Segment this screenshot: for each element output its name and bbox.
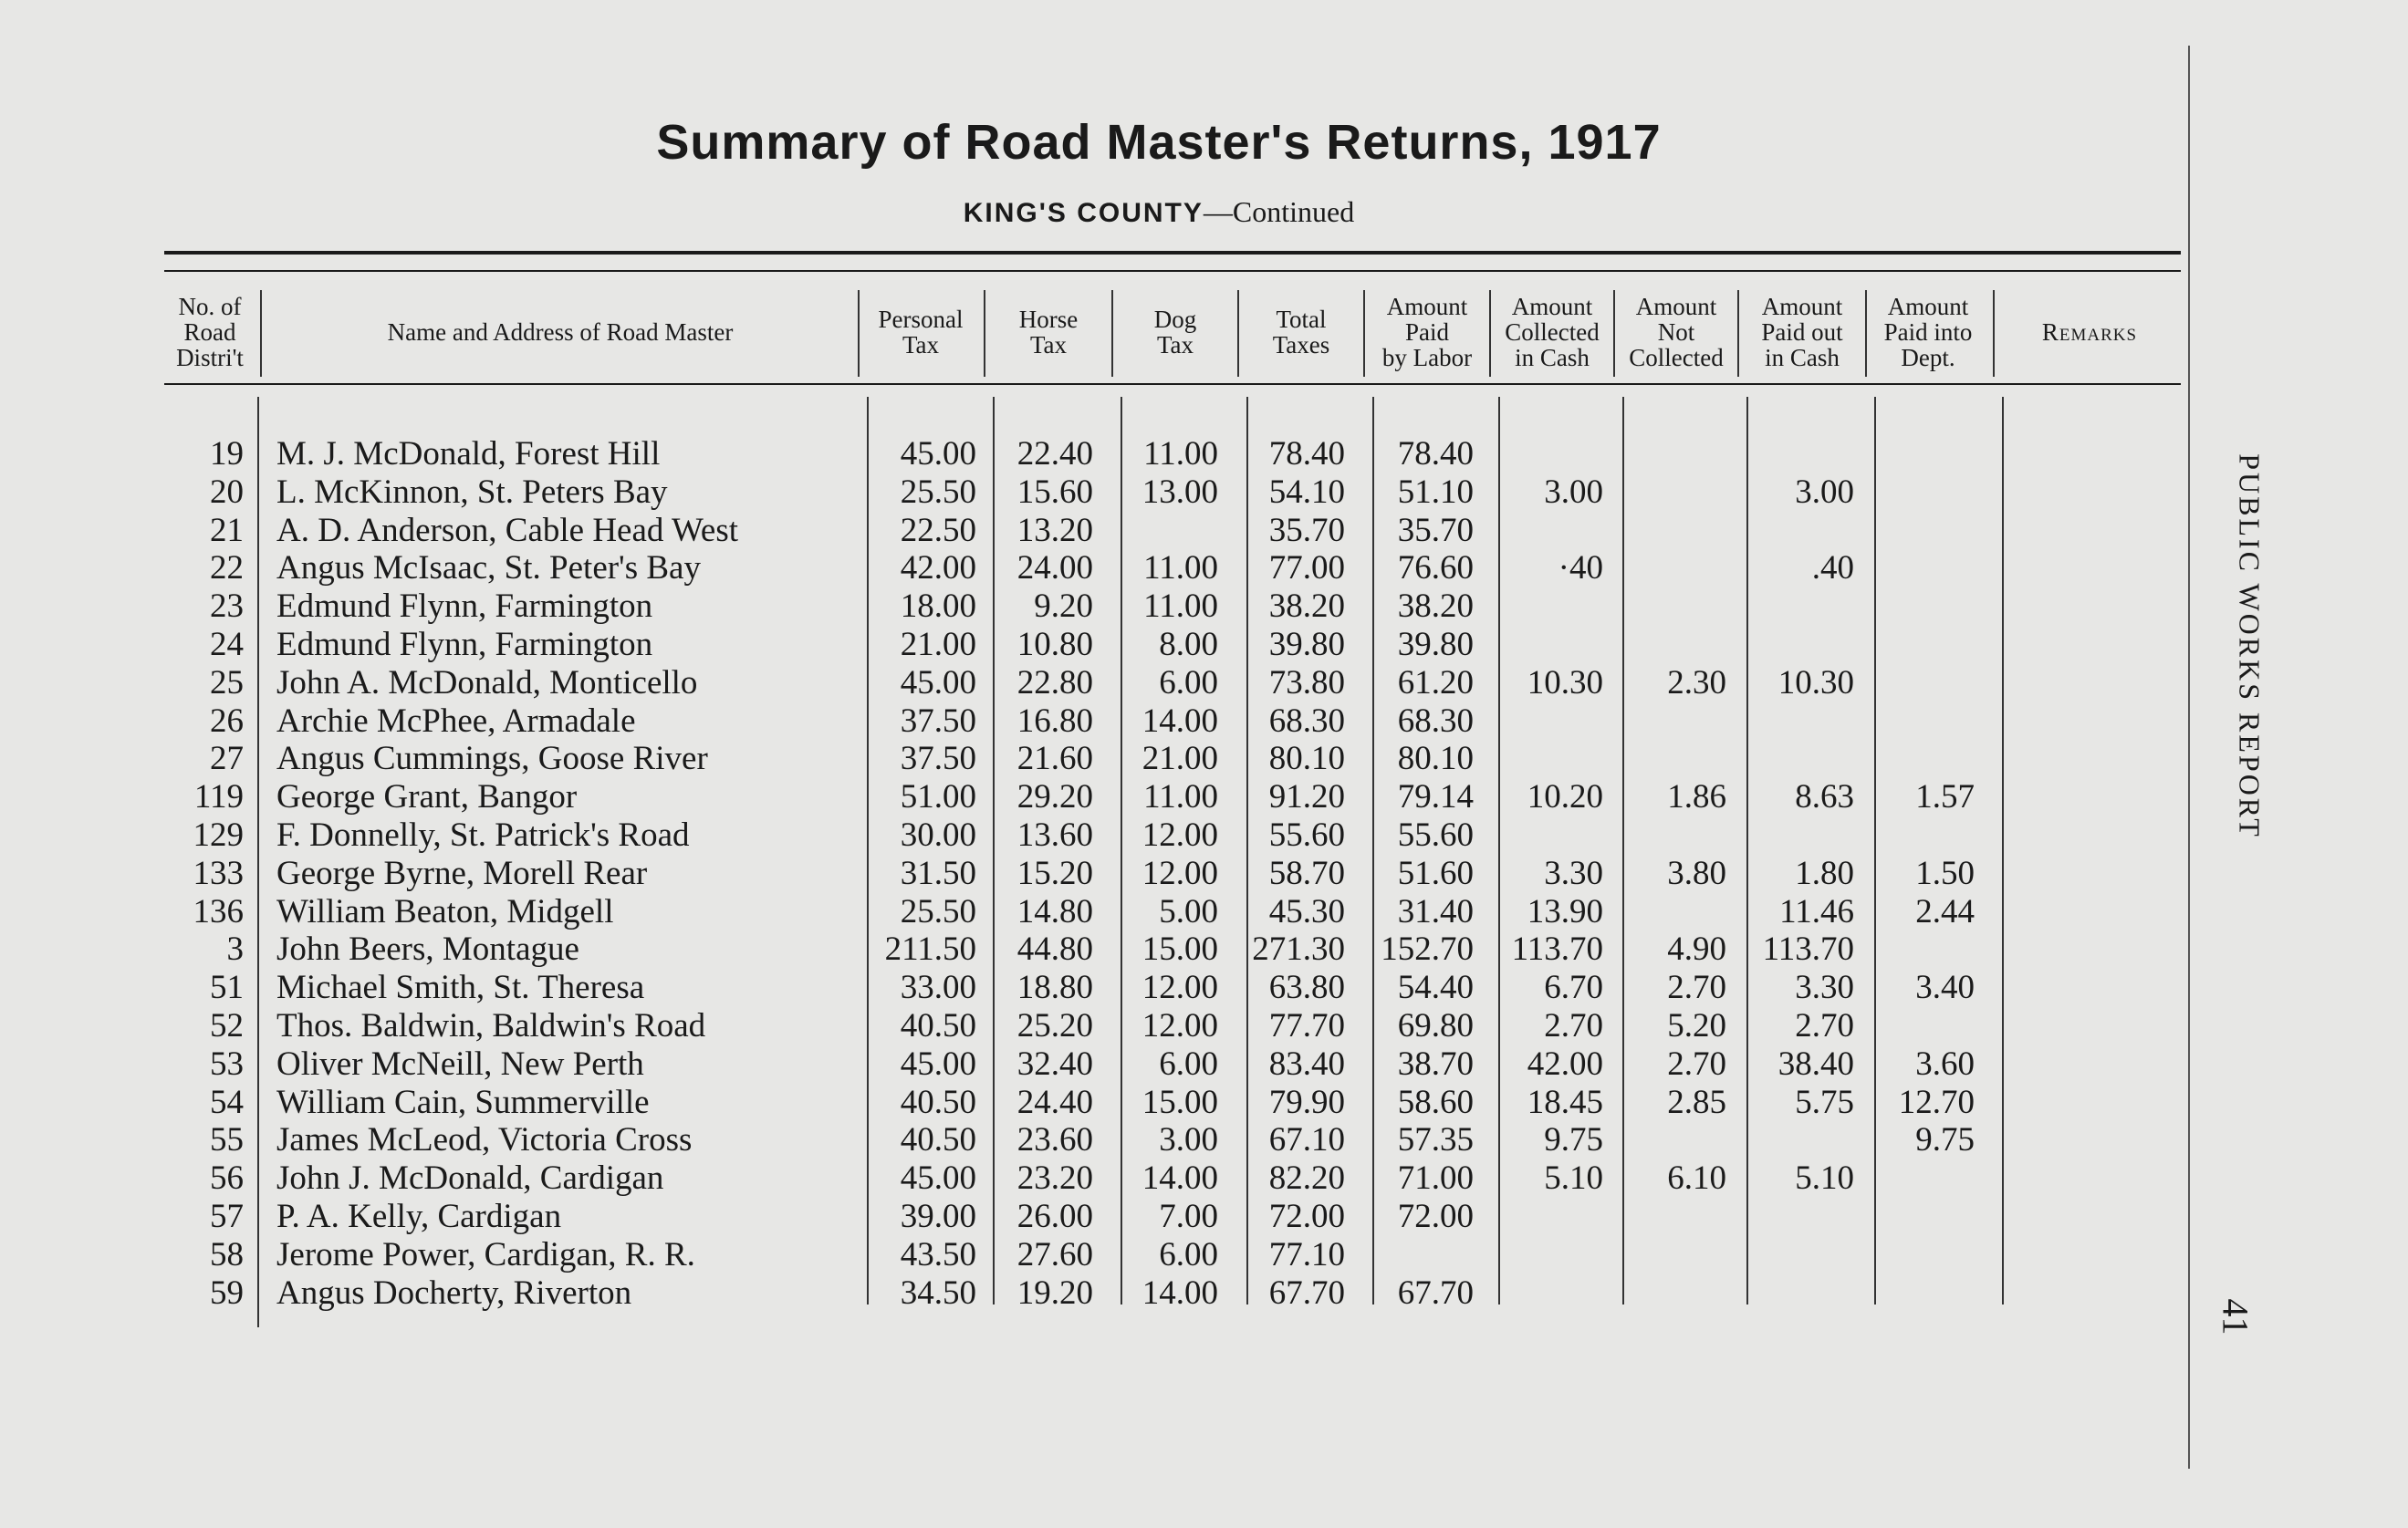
cell-paidout: 11.46 [1779, 892, 1854, 930]
cell-district: 23 [210, 587, 244, 626]
header-notcollected: Amount Not Collected [1629, 293, 1724, 371]
cell-total: 58.70 [1268, 854, 1345, 892]
table-row [0, 435, 2099, 473]
cell-district: 133 [193, 854, 244, 892]
cell-paidout: 1.80 [1795, 854, 1854, 892]
cell-paidout: 5.75 [1795, 1083, 1854, 1121]
cell-total: 63.80 [1268, 969, 1345, 1007]
cell-total: 271.30 [1252, 930, 1345, 969]
cell-notcollected: 2.70 [1667, 969, 1726, 1007]
cell-district: 24 [210, 626, 244, 663]
cell-personal: 33.00 [900, 969, 976, 1007]
cell-dog: 11.00 [1143, 778, 1218, 816]
cell-labor: 78.40 [1397, 435, 1474, 473]
subtitle-continued: —Continued [1203, 195, 1355, 228]
cell-horse: 32.40 [1016, 1045, 1093, 1083]
header-name: Name and Address of Road Master [387, 318, 734, 346]
header-total: Total Taxes [1272, 306, 1330, 359]
cell-notcollected: 2.70 [1667, 1045, 1726, 1083]
cell-labor: 38.20 [1397, 587, 1474, 626]
cell-total: 83.40 [1268, 1045, 1345, 1083]
header-dog: Dog Tax [1153, 306, 1197, 359]
cell-personal: 40.50 [900, 1121, 976, 1159]
cell-notcollected: 3.80 [1667, 854, 1726, 892]
cell-personal: 43.50 [900, 1235, 976, 1273]
page-edge-line [2188, 46, 2190, 1469]
cell-dept: 3.60 [1915, 1045, 1975, 1083]
cell-personal: 211.50 [884, 930, 976, 969]
cell-labor: 57.35 [1397, 1121, 1474, 1159]
header-column-rule [1993, 290, 1995, 377]
cell-labor: 80.10 [1397, 740, 1474, 778]
header-column-rule [984, 290, 985, 377]
table-row [0, 587, 2099, 626]
cell-total: 67.10 [1268, 1121, 1345, 1159]
cell-personal: 39.00 [900, 1198, 976, 1235]
header-column-rule [1865, 290, 1867, 377]
header-column-rule [1111, 290, 1113, 377]
cell-dog: 15.00 [1141, 930, 1218, 969]
cell-labor: 68.30 [1397, 702, 1474, 740]
cell-labor: 51.60 [1397, 854, 1474, 892]
cell-total: 68.30 [1268, 702, 1345, 740]
cell-name: L. McKinnon, St. Peters Bay [276, 473, 668, 511]
cell-labor: 71.00 [1397, 1159, 1474, 1198]
cell-horse: 15.60 [1016, 473, 1093, 511]
cell-dog: 12.00 [1141, 854, 1218, 892]
cell-name: Archie McPhee, Armadale [276, 702, 636, 740]
table-row [0, 893, 2099, 931]
cell-personal: 40.50 [900, 1083, 976, 1121]
table-row [0, 473, 2099, 512]
cell-dog: 3.00 [1159, 1121, 1218, 1159]
cell-cash: 6.70 [1544, 969, 1603, 1007]
cell-district: 53 [210, 1045, 244, 1083]
county-name: KING'S COUNTY [963, 198, 1204, 228]
cell-paidout: 5.10 [1795, 1159, 1854, 1198]
cell-horse: 16.80 [1016, 702, 1093, 740]
header-column-rule [1237, 290, 1239, 377]
cell-labor: 35.70 [1397, 511, 1474, 549]
cell-dept: 9.75 [1915, 1121, 1975, 1159]
cell-labor: 72.00 [1397, 1198, 1474, 1235]
header-labor: Amount Paid by Labor [1381, 293, 1473, 371]
cell-labor: 55.60 [1397, 816, 1474, 854]
cell-notcollected: 2.30 [1667, 663, 1726, 702]
cell-labor: 38.70 [1397, 1045, 1474, 1083]
cell-cash: 42.00 [1527, 1045, 1603, 1083]
cell-dog: 11.00 [1143, 549, 1218, 587]
table-row [0, 1084, 2099, 1122]
cell-district: 54 [210, 1083, 244, 1121]
table-row [0, 930, 2099, 969]
cell-cash: ·40 [1558, 549, 1603, 587]
cell-personal: 40.50 [900, 1007, 976, 1045]
cell-total: 80.10 [1268, 740, 1345, 778]
cell-district: 129 [193, 816, 244, 854]
header-column-rule [858, 290, 860, 377]
cell-dept: 3.40 [1915, 969, 1975, 1007]
cell-labor: 69.80 [1397, 1007, 1474, 1045]
cell-labor: 51.10 [1397, 473, 1474, 511]
cell-total: 45.30 [1268, 892, 1345, 930]
cell-name: John J. McDonald, Cardigan [276, 1159, 664, 1198]
page-title: Summary of Road Master's Returns, 1917 [656, 115, 1662, 170]
cell-dept: 2.44 [1915, 892, 1975, 930]
cell-total: 72.00 [1268, 1198, 1345, 1235]
cell-cash: 18.45 [1527, 1083, 1603, 1121]
cell-name: William Beaton, Midgell [276, 892, 614, 930]
cell-dog: 14.00 [1141, 1159, 1218, 1198]
table-row [0, 549, 2099, 587]
cell-personal: 30.00 [900, 816, 976, 854]
cell-dept: 1.57 [1915, 778, 1975, 816]
cell-horse: 23.60 [1016, 1121, 1093, 1159]
cell-labor: 79.14 [1397, 778, 1474, 816]
cell-name: William Cain, Summerville [276, 1083, 650, 1121]
cell-name: Edmund Flynn, Farmington [276, 626, 653, 663]
cell-name: Jerome Power, Cardigan, R. R. [276, 1235, 695, 1273]
cell-notcollected: 4.90 [1667, 930, 1726, 969]
table-row [0, 702, 2099, 741]
cell-personal: 45.00 [900, 435, 976, 473]
cell-labor: 39.80 [1397, 626, 1474, 663]
cell-dog: 11.00 [1143, 587, 1218, 626]
cell-notcollected: 5.20 [1667, 1007, 1726, 1045]
cell-name: John A. McDonald, Monticello [276, 663, 698, 702]
cell-personal: 22.50 [900, 511, 976, 549]
cell-dog: 12.00 [1141, 1007, 1218, 1045]
cell-total: 35.70 [1268, 511, 1345, 549]
cell-district: 20 [210, 473, 244, 511]
cell-name: Oliver McNeill, New Perth [276, 1045, 644, 1083]
cell-horse: 10.80 [1016, 626, 1093, 663]
cell-district: 119 [193, 778, 244, 816]
table-row [0, 1236, 2099, 1274]
cell-horse: 13.20 [1016, 511, 1093, 549]
cell-notcollected: 6.10 [1667, 1159, 1726, 1198]
cell-total: 91.20 [1268, 778, 1345, 816]
cell-name: Michael Smith, St. Theresa [276, 969, 645, 1007]
cell-horse: 24.40 [1016, 1083, 1093, 1121]
table-row [0, 1121, 2099, 1159]
cell-labor: 152.70 [1381, 930, 1474, 969]
cell-personal: 25.50 [900, 473, 976, 511]
top-rule-thin [164, 270, 2181, 272]
cell-dog: 6.00 [1159, 1235, 1218, 1273]
cell-dog: 12.00 [1141, 816, 1218, 854]
cell-paidout: 38.40 [1777, 1045, 1854, 1083]
table-row [0, 778, 2099, 816]
cell-district: 57 [210, 1198, 244, 1235]
cell-horse: 24.00 [1016, 549, 1093, 587]
cell-horse: 25.20 [1016, 1007, 1093, 1045]
cell-personal: 37.50 [900, 702, 976, 740]
header-rule [164, 383, 2181, 385]
cell-horse: 21.60 [1016, 740, 1093, 778]
cell-total: 77.00 [1268, 549, 1345, 587]
cell-dog: 8.00 [1159, 626, 1218, 663]
cell-personal: 34.50 [900, 1273, 976, 1312]
cell-total: 38.20 [1268, 587, 1345, 626]
cell-horse: 18.80 [1016, 969, 1093, 1007]
header-column-rule [1363, 290, 1365, 377]
running-head: PUBLIC WORKS REPORT [2233, 453, 2267, 839]
cell-district: 51 [210, 969, 244, 1007]
cell-name: George Byrne, Morell Rear [276, 854, 648, 892]
cell-horse: 22.80 [1016, 663, 1093, 702]
cell-total: 82.20 [1268, 1159, 1345, 1198]
header-column-rule [260, 290, 262, 377]
cell-dept: 1.50 [1915, 854, 1975, 892]
cell-personal: 18.00 [900, 587, 976, 626]
cell-notcollected: 2.85 [1667, 1083, 1726, 1121]
header-column-rule [1613, 290, 1615, 377]
cell-name: Angus Docherty, Riverton [276, 1273, 632, 1312]
cell-total: 73.80 [1268, 663, 1345, 702]
header-remarks: Remarks [2041, 318, 2138, 346]
cell-name: Thos. Baldwin, Baldwin's Road [276, 1007, 706, 1045]
cell-district: 3 [226, 930, 244, 969]
cell-labor: 76.60 [1397, 549, 1474, 587]
page-subtitle [821, 195, 1496, 229]
cell-notcollected: 1.86 [1667, 778, 1726, 816]
cell-cash: 5.10 [1544, 1159, 1603, 1198]
cell-district: 136 [193, 892, 244, 930]
cell-total: 78.40 [1268, 435, 1345, 473]
cell-personal: 45.00 [900, 663, 976, 702]
header-paidout: Amount Paid out in Cash [1761, 293, 1843, 371]
cell-paidout: 8.63 [1795, 778, 1854, 816]
table-row [0, 626, 2099, 664]
cell-district: 27 [210, 740, 244, 778]
cell-personal: 21.00 [900, 626, 976, 663]
cell-dog: 6.00 [1159, 1045, 1218, 1083]
header-column-rule [1489, 290, 1491, 377]
cell-dog: 14.00 [1141, 1273, 1218, 1312]
cell-name: A. D. Anderson, Cable Head West [276, 511, 739, 549]
table-row [0, 1274, 2099, 1313]
table-row [0, 740, 2099, 778]
cell-district: 56 [210, 1159, 244, 1198]
cell-dog: 7.00 [1159, 1198, 1218, 1235]
cell-name: James McLeod, Victoria Cross [276, 1121, 693, 1159]
cell-dept: 12.70 [1898, 1083, 1975, 1121]
header-district: No. of Road Distri't [176, 293, 244, 371]
cell-total: 39.80 [1268, 626, 1345, 663]
cell-cash: 10.20 [1527, 778, 1603, 816]
cell-cash: 10.30 [1527, 663, 1603, 702]
cell-horse: 29.20 [1016, 778, 1093, 816]
cell-labor: 54.40 [1397, 969, 1474, 1007]
table-row [0, 512, 2099, 550]
table-row [0, 855, 2099, 893]
cell-horse: 14.80 [1016, 892, 1093, 930]
table-row [0, 664, 2099, 702]
cell-paidout: 3.30 [1795, 969, 1854, 1007]
cell-personal: 45.00 [900, 1045, 976, 1083]
cell-dog: 5.00 [1159, 892, 1218, 930]
cell-horse: 19.20 [1016, 1273, 1093, 1312]
cell-personal: 42.00 [900, 549, 976, 587]
cell-horse: 9.20 [1034, 587, 1093, 626]
cell-horse: 44.80 [1016, 930, 1093, 969]
cell-district: 19 [210, 435, 244, 473]
cell-district: 52 [210, 1007, 244, 1045]
cell-district: 55 [210, 1121, 244, 1159]
cell-cash: 9.75 [1544, 1121, 1603, 1159]
cell-district: 22 [210, 549, 244, 587]
header-column-rule [1737, 290, 1739, 377]
cell-name: John Beers, Montague [276, 930, 579, 969]
cell-dog: 6.00 [1159, 663, 1218, 702]
header-dept: Amount Paid into Dept. [1883, 293, 1973, 371]
cell-personal: 25.50 [900, 892, 976, 930]
cell-paidout: 113.70 [1762, 930, 1854, 969]
cell-paidout: 3.00 [1795, 473, 1854, 511]
cell-personal: 51.00 [900, 778, 976, 816]
cell-labor: 67.70 [1397, 1273, 1474, 1312]
cell-name: F. Donnelly, St. Patrick's Road [276, 816, 690, 854]
cell-name: P. A. Kelly, Cardigan [276, 1198, 562, 1235]
header-horse: Horse Tax [1018, 306, 1079, 359]
table-row [0, 816, 2099, 855]
cell-horse: 15.20 [1016, 854, 1093, 892]
cell-total: 55.60 [1268, 816, 1345, 854]
cell-dog: 11.00 [1143, 435, 1218, 473]
cell-cash: 113.70 [1511, 930, 1603, 969]
cell-district: 25 [210, 663, 244, 702]
cell-district: 21 [210, 511, 244, 549]
cell-total: 79.90 [1268, 1083, 1345, 1121]
header-cash: Amount Collected in Cash [1505, 293, 1600, 371]
cell-name: Angus McIsaac, St. Peter's Bay [276, 549, 701, 587]
cell-dog: 15.00 [1141, 1083, 1218, 1121]
cell-dog: 14.00 [1141, 702, 1218, 740]
top-rule [164, 251, 2181, 255]
cell-horse: 27.60 [1016, 1235, 1093, 1273]
cell-total: 77.70 [1268, 1007, 1345, 1045]
cell-district: 59 [210, 1273, 244, 1312]
cell-district: 26 [210, 702, 244, 740]
cell-dog: 21.00 [1141, 740, 1218, 778]
cell-name: George Grant, Bangor [276, 778, 578, 816]
cell-total: 67.70 [1268, 1273, 1345, 1312]
table-row [0, 1045, 2099, 1084]
cell-dog: 12.00 [1141, 969, 1218, 1007]
table-row [0, 969, 2099, 1007]
table-row [0, 1198, 2099, 1236]
cell-cash: 13.90 [1527, 892, 1603, 930]
cell-horse: 22.40 [1016, 435, 1093, 473]
page-number: 41 [2215, 1298, 2257, 1336]
cell-horse: 13.60 [1016, 816, 1093, 854]
cell-paidout: .40 [1811, 549, 1854, 587]
cell-personal: 37.50 [900, 740, 976, 778]
cell-dog: 13.00 [1141, 473, 1218, 511]
cell-cash: 3.00 [1544, 473, 1603, 511]
header-personal: Personal Tax [878, 306, 964, 359]
table-row [0, 1159, 2099, 1198]
cell-horse: 26.00 [1016, 1198, 1093, 1235]
cell-name: M. J. McDonald, Forest Hill [276, 435, 661, 473]
cell-labor: 58.60 [1397, 1083, 1474, 1121]
cell-total: 77.10 [1268, 1235, 1345, 1273]
cell-cash: 2.70 [1544, 1007, 1603, 1045]
cell-labor: 31.40 [1397, 892, 1474, 930]
cell-personal: 31.50 [900, 854, 976, 892]
cell-name: Angus Cummings, Goose River [276, 740, 708, 778]
cell-cash: 3.30 [1544, 854, 1603, 892]
cell-horse: 23.20 [1016, 1159, 1093, 1198]
cell-total: 54.10 [1268, 473, 1345, 511]
cell-labor: 61.20 [1397, 663, 1474, 702]
cell-personal: 45.00 [900, 1159, 976, 1198]
cell-district: 58 [210, 1235, 244, 1273]
table-row [0, 1007, 2099, 1045]
cell-name: Edmund Flynn, Farmington [276, 587, 653, 626]
cell-paidout: 10.30 [1777, 663, 1854, 702]
cell-paidout: 2.70 [1795, 1007, 1854, 1045]
